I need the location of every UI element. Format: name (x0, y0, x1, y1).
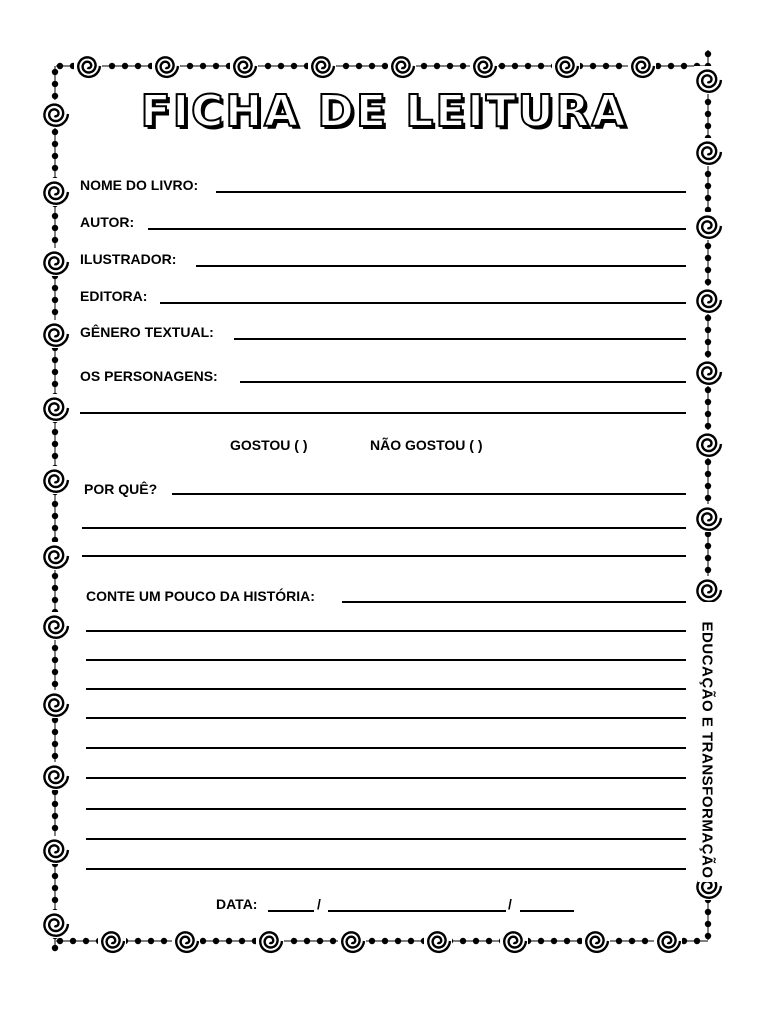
dot-icon (642, 938, 648, 944)
dot-icon (705, 279, 711, 285)
dot-icon (291, 63, 297, 69)
story-line-10[interactable] (86, 868, 686, 870)
dot-icon (564, 938, 570, 944)
dot-icon (705, 51, 711, 57)
illustrator-label: ILUSTRADOR: (80, 251, 177, 267)
dot-icon (705, 909, 711, 915)
dot-icon (705, 243, 711, 249)
story-line-4[interactable] (86, 688, 686, 690)
dot-icon (52, 813, 58, 819)
illustrator-line[interactable] (196, 265, 686, 267)
dot-icon (52, 825, 58, 831)
dot-icon (369, 938, 375, 944)
dot-icon (705, 921, 711, 927)
dot-icon (52, 297, 58, 303)
dot-icon (705, 339, 711, 345)
side-caption: EDUCAÇÃO E TRANSFORMAÇÃO (698, 621, 716, 879)
dot-icon (52, 729, 58, 735)
dot-icon (473, 938, 479, 944)
page-title: FICHA DE LEITURA (140, 86, 628, 137)
dot-icon (538, 63, 544, 69)
dot-icon (109, 63, 115, 69)
dot-icon (705, 933, 711, 939)
story-line-5[interactable] (86, 717, 686, 719)
dot-icon (213, 63, 219, 69)
date-month-line[interactable] (328, 910, 506, 912)
dot-icon (317, 938, 323, 944)
dot-icon (135, 63, 141, 69)
dot-icon (52, 153, 58, 159)
dot-icon (52, 225, 58, 231)
dot-icon (278, 63, 284, 69)
dot-icon (421, 63, 427, 69)
publisher-label: EDITORA: (80, 288, 148, 304)
why-line-3[interactable] (82, 555, 686, 557)
dot-icon (525, 63, 531, 69)
dot-icon (57, 63, 63, 69)
characters-line[interactable] (240, 381, 686, 383)
dot-icon (705, 543, 711, 549)
dot-icon (603, 63, 609, 69)
why-label: POR QUÊ? (84, 481, 158, 497)
dot-icon (705, 567, 711, 573)
dot-icon (52, 645, 58, 651)
dot-icon (52, 237, 58, 243)
story-line-2[interactable] (86, 630, 686, 632)
disliked-checkbox[interactable]: NÃO GOSTOU ( ) (370, 437, 483, 453)
dot-icon (629, 938, 635, 944)
dot-icon (52, 681, 58, 687)
dot-icon (304, 938, 310, 944)
dot-icon (705, 459, 711, 465)
dot-icon (705, 555, 711, 561)
dot-icon (135, 938, 141, 944)
dot-icon (57, 938, 63, 944)
dot-icon (122, 63, 128, 69)
dot-icon (705, 255, 711, 261)
dot-icon (512, 63, 518, 69)
dot-icon (52, 657, 58, 663)
genre-line[interactable] (234, 338, 686, 340)
dot-icon (616, 938, 622, 944)
dot-icon (52, 897, 58, 903)
dot-icon (486, 938, 492, 944)
dot-icon (200, 63, 206, 69)
dot-icon (52, 801, 58, 807)
dot-icon (52, 741, 58, 747)
dot-icon (200, 938, 206, 944)
liked-checkbox[interactable]: GOSTOU ( ) (230, 437, 308, 453)
genre-label: GÊNERO TEXTUAL: (80, 324, 214, 340)
dot-icon (705, 267, 711, 273)
dot-icon (460, 63, 466, 69)
dot-icon (52, 669, 58, 675)
dot-icon (52, 165, 58, 171)
characters-label: OS PERSONAGENS: (80, 368, 218, 384)
dot-icon (538, 938, 544, 944)
dot-icon (356, 63, 362, 69)
dot-icon (291, 938, 297, 944)
dot-icon (213, 938, 219, 944)
dot-icon (52, 141, 58, 147)
date-day-line[interactable] (268, 910, 314, 912)
dot-icon (499, 63, 505, 69)
dot-icon (382, 63, 388, 69)
story-line-6[interactable] (86, 747, 686, 749)
dot-icon (265, 63, 271, 69)
dot-icon (52, 873, 58, 879)
dot-icon (705, 183, 711, 189)
story-label: CONTE UM POUCO DA HISTÓRIA: (86, 588, 315, 604)
date-separator: / (508, 896, 512, 912)
author-label: AUTOR: (80, 214, 135, 230)
dot-icon (616, 63, 622, 69)
dot-icon (52, 441, 58, 447)
dot-icon (226, 938, 232, 944)
dot-icon (705, 327, 711, 333)
dot-icon (705, 315, 711, 321)
dot-icon (52, 357, 58, 363)
dot-icon (148, 938, 154, 944)
dot-icon (52, 69, 58, 75)
dot-icon (70, 938, 76, 944)
dot-icon (52, 285, 58, 291)
dot-icon (52, 513, 58, 519)
dot-icon (52, 573, 58, 579)
dot-icon (590, 63, 596, 69)
dot-icon (83, 938, 89, 944)
dot-icon (187, 63, 193, 69)
dot-icon (52, 381, 58, 387)
dot-icon (705, 351, 711, 357)
dot-icon (161, 938, 167, 944)
dot-icon (705, 483, 711, 489)
story-line-8[interactable] (86, 808, 686, 810)
story-line-7[interactable] (86, 777, 686, 779)
author-line[interactable] (148, 228, 686, 230)
book-name-line[interactable] (216, 191, 686, 193)
date-separator: / (317, 896, 321, 912)
dot-icon (52, 309, 58, 315)
dot-icon (52, 525, 58, 531)
dot-icon (705, 399, 711, 405)
dot-icon (551, 938, 557, 944)
dot-icon (705, 411, 711, 417)
why-line-2[interactable] (82, 527, 686, 529)
story-line-3[interactable] (86, 659, 686, 661)
dot-icon (52, 429, 58, 435)
dot-icon (52, 369, 58, 375)
dot-icon (434, 63, 440, 69)
characters-line-2[interactable] (80, 412, 686, 414)
dot-icon (52, 885, 58, 891)
dot-icon (681, 63, 687, 69)
dot-icon (330, 938, 336, 944)
dot-icon (408, 938, 414, 944)
dot-icon (369, 63, 375, 69)
dot-icon (705, 387, 711, 393)
dot-icon (705, 495, 711, 501)
book-name-label: NOME DO LIVRO: (80, 177, 199, 193)
dot-icon (705, 471, 711, 477)
date-label: DATA: (216, 896, 258, 912)
why-line[interactable] (172, 493, 686, 495)
story-line-9[interactable] (86, 838, 686, 840)
dot-icon (382, 938, 388, 944)
dot-icon (52, 453, 58, 459)
dot-icon (705, 171, 711, 177)
publisher-line[interactable] (160, 302, 686, 304)
dot-icon (52, 213, 58, 219)
dot-icon (52, 597, 58, 603)
dot-icon (668, 63, 674, 69)
dot-icon (395, 938, 401, 944)
dot-icon (705, 195, 711, 201)
story-line[interactable] (342, 601, 686, 603)
dot-icon (460, 938, 466, 944)
dot-icon (52, 585, 58, 591)
dot-icon (447, 63, 453, 69)
dot-icon (705, 423, 711, 429)
dot-icon (343, 63, 349, 69)
dot-icon (694, 938, 700, 944)
dot-icon (52, 753, 58, 759)
dot-icon (52, 945, 58, 951)
dot-icon (52, 501, 58, 507)
date-year-line[interactable] (520, 910, 574, 912)
dot-icon (239, 938, 245, 944)
